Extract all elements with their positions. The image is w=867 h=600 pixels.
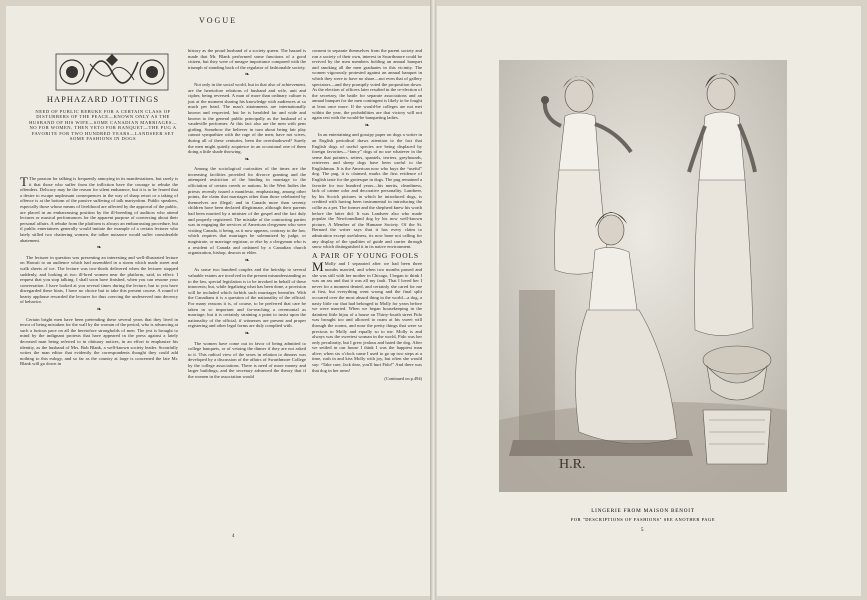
section-dingbat: ❧ [96, 307, 102, 314]
text-column-2 [188, 48, 306, 534]
section-dingbat: ❧ [244, 156, 250, 163]
paragraph: The lecturer in question was presenting an interesting and well-illustrated lecture on Hawaii to an audience which had assembled in a storm which made street and walk sheets of ice. The lecture was two-thirds delivered when the lecturer stopped suddenly, and looking at two ill-bred women near the platform, said, in effect: I request that you stop talking. I shall soon have finished, when you can resume your conversation. I have looked at you several times during the lecture, but to you have disregarded these hints, I have no choice but to take this present course. A round of hearty applause rewarded the lecturer for thus coercing the undeserved into decency of behavior. [20, 254, 178, 305]
text-column-1 [20, 176, 178, 531]
section-dingbat: ❧ [244, 72, 250, 79]
section-dingbat: ❧ [364, 122, 370, 129]
text-column-3 [312, 48, 422, 534]
fold-shadow [436, 6, 437, 596]
running-head: VOGUE [199, 16, 237, 25]
paragraph: consent to separate themselves from the parent society and run a society of their own, interest in Swarthmore could be revived by the men members holding an annual banquet and smoking all the men graduates in this vicinity. The women vigorously protested against an annual banquet in which they were to have no share—not even that of gallery spectators—and they promptly voted the proposition down. As the election of officers later resulted in the re-election of the secretary, the battle for separate associations and an annual banquet for the men contingent is likely to be fought at least once more. If the would-be colleges are not met within the year, the probabilities are that victory will not again rest with the would-be banqueting ladies. [312, 48, 422, 121]
lingerie-illustration-icon [499, 60, 787, 492]
paragraph: As some two hundred couples and the heirship to several valuable estates are involved in the present misunderstanding as to the law, special legislation is to be invoked in behalf of these innocents; but, while legalizing what has been done, a provision will be included which forbids such marriages hereafter. With the Canadians it is a question of the nationality of the official. For many reasons it is, of course, to be preferred that care be taken in so important and far-reaching a ceremonial as marriage; but it is certainly straining a point to insist upon the nationality of the official, if witnesses are present and proper registering and other legal forms are duly complied with. [188, 267, 306, 329]
article-subtitle: NEED OF PUBLIC REBUKE FOR A CERTAIN CLASS OF DISTURBERS OF THE PEACE—KNOWN ONLY AS THE HUSBAND OF HIS WIFE—SOME CANADIAN MARRIAGES—NO FOR WOMEN, THEN VETO FOR BANQUET—THE PUG A FAVORITE FOR TWO HUNDRED YEARS—LANDSEER SET SOME FASHIONS IN DOGS [29, 109, 177, 142]
continued-note: (Continued on p.494) [384, 376, 422, 382]
article-title: A PAIR OF YOUNG FOOLS [312, 250, 419, 260]
paragraph: The women have come out in favor of being admitted to college banquets, or of vetoing the dinner if they are not asked to it. This radical view of the sexes in relation to dinners was developed by a discussion of the affairs of Swarthmore College by the college associations. There is need of more money and larger buildings, and the secretary advanced the theory that if the women in the association would [188, 340, 306, 380]
paragraph: T The passion for talking is frequently annoying in its manifestations, but rarely is it that those who suffer from the infliction have the courage to rebuke the offenders. Delicacy may be the reason for silent endurance, but it is to be feared that a desire to escape unpleasant consequences in the way of sharp retort or a taking of offence is at the bottom of the passive suffering of talk martyrdom. Public speakers, especially those whose means of livelihood are affected by the approval of the public, are placed in an embarrassing position by the ill-breeding of auditors who attend lectures or musical performances for the apparent purpose of conversing about their personal affairs. A rebuke from the platform is always an embarrassing procedure, but if public entertainers generally would imitate the example of a certain lecturer who lately stilled two chattering women, the talker nuisance would suffer considerable abatement. [20, 174, 178, 243]
fashion-illustration [499, 60, 787, 492]
page-number: 4 [232, 534, 235, 539]
paragraph: M Molly and I separated after we had been three months married, and when two months passed and she was still with her mother in Chicago, I began to think I was an ass and that it was all my fault. That I loved her I never for a moment denied, and certainly she cared for me at first, but everything went wrong and the final split occurred over the most absurd thing in the world—a dog, a nasty little cur that had belonged to Molly for years before we were married. When we began housekeeping in the daintiest little bijou of a house on Thirty-fourth street Fido was brought too and allowed to roam at his sweet will through the rooms, and nose the pretty things that were so precious to Molly and equally so to me. Molly is and always was the sweetest woman in the world, Fido was her only peculiarity, but I grew jealous and hated the dog. After we settled in our house I think I was the happiest man alive; when six o'clock came I used to go up two steps at a time, rush in and kiss Molly with joy, but often she would say: “Take care, Jack dear, you'll hurt Fido!” And there was that dog in her arms! [312, 259, 422, 373]
section-dingbat: ❧ [244, 257, 250, 264]
section-dingbat: ❧ [96, 245, 102, 252]
paragraph: Among the sociological curiosities of the times are the increasing facilities provided for divorce granting and the attempted restriction of the binding in marriage to the officiation of certain creeds or nations. In the West Indies the priests recently issued a manifesto, emphasizing, among other points, the claim that marriages other than those celebrated by themselves are illegal; and in Canada more than seventy children have been declared illegitimate, although their parents had been married by a minister of the gospel and the fact duly and properly registered. The mistake of the contracting parties was in engaging the services of American clergymen who were visiting Canada, it being, as it now appears, contrary to the law, which requires that marriages be solemnized by judge, or magistrate, or marriage registrar, or else by a clergyman who is a resident of Canada and ordained by a Canadian church organization, bishop, deacon or elder. [188, 166, 306, 256]
page-number: 5 [641, 528, 644, 533]
artist-signature: H.R. [559, 457, 586, 472]
paragraph: Not only in the social world, but in that also of achievement, are the heretofore relations of husband and wife, unit and cipher, being reversed. A man of more than ordinary culture is just at the moment sharing his knowledge with audiences at so much per head. The man's attainments are internationally known and respected, but he is heralded far and wide and known to the general public principally as the husband of a vaudeville performer. At this fact also are the men with pens girding. Somehow the believer in turn about being fair play cannot sympathize with the rage of the men; have not wives, during all of these centuries, been the overshadowed? Surely the men might quietly acquiesce in an occasional one of them doing a little shade throwing. [188, 81, 306, 155]
paragraph: In an entertaining and gossipy paper on dogs a writer in an English periodical draws attention to the fact that English dogs of useful species are being displaced by foreign favorites—“fancy” dogs of no use whatever in the sense that pointers, setters, spaniels, terriers, greyhounds, retrievers and sheep dogs have been useful to the Englishman. It is the American now who buys the “useful” dog. The pug, it is claimed, marks the first evidence of English taste for the grotesque in dogs. The pug remained a favorite for two hundred years—his merits, cleanliness, lack of canine odor and decorative personality. Landseer, by his Scotch pictures in which he introduced dogs, is credited with having been instrumental in introducing the collie as a pet. The former and the shepherd knew his worth before the latter did. It was Landseer also who made popular the Newfoundland dog by his now well-known picture, A Member of the Humane Society. Of the St. Bernard the writer says that it has every claim to admiration except usefulness, its now bone not calling for any display of the qualities of guide and carrier through snow which distinguished it in its native environment. [312, 132, 422, 250]
article-title: HAPHAZARD JOTTINGS [46, 94, 160, 104]
illustration-subcaption: FOR "DESCRIPTIONS OF FASHIONS" SEE ANOTHER PAGE [570, 517, 716, 522]
section-dingbat: ❧ [244, 330, 250, 337]
left-page [6, 6, 430, 596]
paragraph: Certain bright men have been pretending these several years that they lived in terror of being mistaken for the wall by the woman of the period, who is advancing at such a furious pace on all the heretofore strongholds of men. The jest is brought to mind by the indignant protests that have appeared in the press against a lately deceased man being referred to in obituary notices, in an effort to emphasize his identity, as the husband of Mrs. Bob Blank, a well-known society leader. Scornfully writes the man editor that evidently the correspondents thought they could add nothing to this eulogy, and so far as the country at large is concerned the late Mr. Blank will go down in [20, 316, 178, 367]
drop-cap: T [20, 174, 28, 189]
drop-cap: M [312, 259, 324, 275]
paragraph: history as the proud husband of a society queen. The hazard is made that Mr. Blank performed some functions of a good citizen, but they were of meagre importance compared with the triumph of standing back of the regulator of fashionable society. [188, 48, 306, 70]
decorative-headpiece-icon [54, 52, 170, 92]
illustration-caption: LINGERIE FROM MAISON BENOIT [591, 508, 695, 514]
